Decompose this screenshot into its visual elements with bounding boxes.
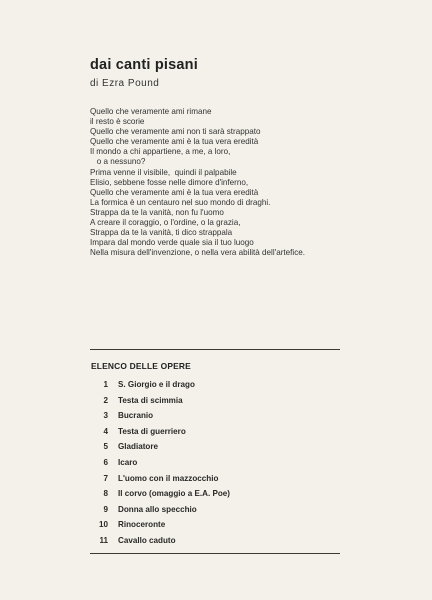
list-item <box>90 520 230 536</box>
poem-title: dai canti pisani <box>90 57 198 73</box>
poem-line: Strappa da te la vanità, non fu l'uomo <box>90 208 224 218</box>
work-number: 1 <box>103 380 108 389</box>
work-title: S. Giorgio e il drago <box>118 380 195 389</box>
work-title: Cavallo caduto <box>118 535 176 545</box>
poem-stanza-1 <box>90 107 261 198</box>
list-item <box>90 427 230 443</box>
work-title: Testa di guerriero <box>118 426 186 436</box>
poem-line: Nella misura dell'invenzione, o nella vera abilità dell'artefice. <box>90 248 305 258</box>
work-number: 8 <box>103 489 108 499</box>
work-number: 9 <box>103 504 108 514</box>
list-item <box>90 411 230 427</box>
divider-top <box>90 349 340 350</box>
work-number: 7 <box>103 473 108 483</box>
list-item <box>90 474 230 490</box>
list-item <box>90 536 230 552</box>
poem-line: Il mondo a chi appartiene, a me, a loro, <box>90 147 231 157</box>
work-number: 10 <box>98 520 108 530</box>
poem-line: Quello che veramente ami rimane <box>90 107 212 116</box>
works-list <box>90 380 230 552</box>
work-title: Gladiatore <box>118 442 159 452</box>
work-number: 2 <box>103 395 108 405</box>
poem-line: Impara dal mondo verde quale sia il tuo luogo <box>90 238 254 248</box>
poem-line: o a nessuno? <box>90 157 146 167</box>
work-number: 3 <box>103 411 108 421</box>
list-item <box>90 380 230 396</box>
poem-line: La formica è un centauro nel suo mondo di draghi. <box>90 198 271 207</box>
poem-line: Quello che veramente ami è la tua vera eredità <box>90 187 259 197</box>
work-number: 11 <box>99 535 108 545</box>
work-title: Icaro <box>118 457 138 467</box>
work-number: 4 <box>103 426 108 436</box>
work-title: Rinoceronte <box>118 520 166 530</box>
poem-line: Prima venne il visibile, quindi il palpabile <box>90 167 237 177</box>
poem-line: Strappa da te la vanità, ti dico strappala <box>90 228 233 238</box>
work-number: 5 <box>103 442 108 452</box>
work-number: 6 <box>103 457 108 467</box>
list-item <box>90 489 230 505</box>
poem-line: Elisio, sebbene fosse nelle dimore d'inferno, <box>90 177 249 187</box>
poem-stanza-2 <box>90 198 305 259</box>
work-title: Bucranio <box>118 411 154 421</box>
list-item <box>90 505 230 521</box>
poem-author: di Ezra Pound <box>90 78 160 89</box>
list-item <box>90 458 230 474</box>
work-title: L'uomo con il mazzocchio <box>118 473 219 483</box>
list-item <box>90 396 230 412</box>
poem-line: Quello che veramente ami è la tua vera eredità <box>90 137 259 147</box>
work-title: Donna allo specchio <box>118 504 197 514</box>
divider-bottom <box>90 553 340 554</box>
works-list-heading: ELENCO DELLE OPERE <box>91 361 191 371</box>
poem-line: Quello che veramente ami non ti sarà strappato <box>90 127 261 137</box>
poem-line: A creare il coraggio, o l'ordine, o la grazia, <box>90 218 241 228</box>
poem-line: il resto è scorie <box>90 117 145 127</box>
list-item <box>90 442 230 458</box>
work-title: Il corvo (omaggio a E.A. Poe) <box>118 489 230 499</box>
work-title: Testa di scimmia <box>118 395 183 405</box>
